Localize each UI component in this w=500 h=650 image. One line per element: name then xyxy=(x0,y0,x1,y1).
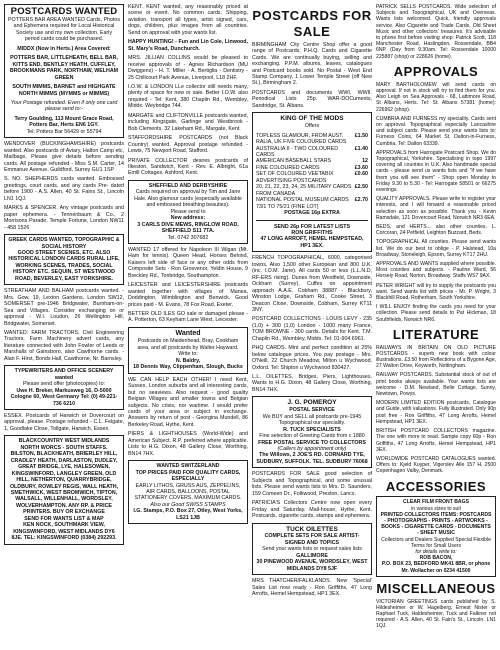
clearfilm-sub: in various sizes to suit xyxy=(411,505,461,512)
clearfilm-title: CLEAR FILM FRONT BAGS xyxy=(403,499,469,506)
clearfilm-list: PRINTED COLLECTORS ITEMS: POSTCARDS - PHOTOGRAPHS - PRINTS - ARTWORKS - BOOKS - CIGARETTE CARDS - DOCUMENTS - SHEET MUSIC xyxy=(380,511,492,537)
sheffield-please: Please send to xyxy=(170,208,206,215)
price-item: SET OF COLOURED VEETABIX ADVERTISING POSTCARDS xyxy=(256,171,334,184)
ll-oilettes-ad: L.L. OILETTES, Bridges, Piers, Lighthouses. Wants to H.G. Dixon, 48 Gallery Close, Worthing, BN14 7HX. xyxy=(252,374,372,393)
maidenhead-title: Wanted xyxy=(175,329,201,337)
sheffield-title: SHEFFIELD AND DERBYSHIRE xyxy=(148,182,228,189)
column-1 xyxy=(4,4,124,548)
switzerland-addr: I.G. Stamps, P.O. Box 27, Otley, West Yorks, LS21 1JB xyxy=(133,508,243,521)
tuck-addr: 30 PINEWOOD AVENUE, WORDSLEY, WEST MIDLANDS DY8 5JF xyxy=(256,559,368,572)
greek-sub: GOOD STREET SCENES, ETC. ALSO xyxy=(17,250,111,257)
clearfilm-addr: P.O. BOX 23, BEDFORD MK41 8BR, or phone Mr. Wollacher on 0234 41500 xyxy=(381,561,491,574)
blackcountry-addr: KEN NOCK, SOUTHMARK VIEW, KINGSWINFORD, WEST MIDLANDS DY6 8JE. TEL: KINGSWINFORD (0384) 292293. xyxy=(11,522,117,542)
quality-approvals-ad: QUALITY APPROVALS. Please write to register your interests, and I will forward a reasonable priced selection as soon as possible. Thank you - Kevin Ramsdale, 121 Dovercourt Road, Norwich NR3 6EA. xyxy=(376,196,496,221)
potters-barnet: SOUTH MIMMS, BARNET and HIGHGATE xyxy=(12,84,116,91)
postcards-for-sale-heading: POSTCARDS FOR SALE xyxy=(252,8,372,39)
maidenhead-name: N. Baldry, xyxy=(175,357,201,364)
blackcountry-title: BLACKCOUNTRY WEST MIDLANDS xyxy=(18,438,110,445)
potters-tel: Tel: Potters Bar 56429 or 55794 xyxy=(26,128,102,135)
pomeroy-callers: (Callers by appointment only) xyxy=(277,446,347,453)
patricia-ad: PATRICIA'S Collectors Centre now open every Friday and Saturday. Mall-house, Hythe, Kent. Postcards, cigarette cards, stamps and ephemera. xyxy=(252,500,372,520)
sheffield-ad xyxy=(128,180,248,244)
peter-wright-ad: PETER WRIGHT will try to supply the postcards you want. Send wants list with prices - Mr. P. Wright, 3 Blackhill Road, Rotherham, South Yorkshire. xyxy=(376,282,496,301)
price-value: £2.70 xyxy=(354,197,368,204)
switzerland-ad xyxy=(128,460,248,524)
king-title: KING OF THE MODS xyxy=(280,115,344,123)
king-addr: 47 LONG ARROFT, HEMEL HEMPSTEAD, HP1 3EX. xyxy=(260,236,364,249)
birmingham-ad: BIRMINGHAM City Centre Shop offer a good range of Postcards, P.H.Q. Cards and Cigarette Cards. We are continually buying, selling and exchanging. P.P.M. albums, leaves, catalogues and Postcard books sold. No Postal - West End Stamp Company, 1 Lower Temple Street (off New St.), Birmingham 2. xyxy=(252,41,372,87)
typewriters-body: Please send offer (photocopies) to: xyxy=(22,381,106,388)
miscellaneous-heading: MISCELLANEOUS xyxy=(376,580,496,596)
postcard-collections-ad: POSTCARD COLLECTIONS - LOUIS LEVY - 235 (1,0) + 300 (1,0) London - 1000 many France, TOM BROWNE - 300 cards. Details for Kent. T.M. Chaplin Rd., Wembley, Middx. Tel: 01-904 6961. xyxy=(252,316,372,342)
price-item: FINE COLOURED CARDS xyxy=(256,164,320,171)
price-value: £0.60 xyxy=(354,171,368,178)
staffordshire-ad: STAFFORDSHIRE POSTCARDS (not Black Country) wanted. Approval postage refunded - Lewis, 75 Newport Road, Stafford. xyxy=(128,135,248,155)
blackcountry-body: NORTH WORCS - SOUTH STAFFS. BILSTON, BLACKHEATH, BRIERLEY HILL, CRADLEY HEATH, DARLASTON, DUDLEY, GREAT BRIDGE, LYE, HALESOWEN, KINGSWINFORD, LANGLEY GREEN, OLD HILL, NETHERTON, QUARRYBRIDGE, OLDBURY, ROWLEY REGIS, WALL HEATH, SMETHWICK, WEST BROMWICH, TIPTON, WALSALL, WILLENHALL, WORDSLEY, WOLVERHAMPTON. ANY RP. & PRICE PRINTERS. BUY OR EXCHANGE xyxy=(9,444,119,516)
king-price-list xyxy=(256,133,368,210)
tuck-wants: Send your wants lists or request sales lists xyxy=(262,546,362,553)
railway-postcards-ad: RAILWAY POSTCARDS. Substantial stock of out of print books always available. Your wants lists are welcome - D.M. Newland, Belle Cottage, Sunny, Newtown, Powys. xyxy=(376,372,496,398)
greek-title: GREEK CARDS WANTED, TOPOGRAPHIC & SOCIAL HISTORY xyxy=(8,237,120,250)
postcards-documents-ad: POSTCARDS and documents WWI, WWII. Periodical Lists 25p. WAR-DOCuments, Sandridge, St. Albans. xyxy=(252,89,372,109)
king-of-mods-ad xyxy=(252,112,372,252)
potters-name: Terry Goulding, 113 Mount Grace Road, Potters Bar, Herts EN6 1GY. xyxy=(14,115,114,129)
mary-bartholomew-ad: MARY BARTHOLOMEW will send cards on approval. If not in stock will try to find them for you. Also Leigh on Sea Approvals - 68, Lattimore Road, St Albans, Herts. Tel: St. Albans 57381 (home): 226962 (shop). xyxy=(376,81,496,113)
pomeroy-list: Fine selection of Greeting Cards from c 1880 xyxy=(259,433,365,440)
switzerland-list: EARLY LITHOS, GRUSS AUS, ZEPPELINS, AIR CARDS, BALLOONS, POSTAL STATIONERY COVERS, MAXIMUM CARDS. xyxy=(134,482,242,502)
worldwide-catalogues-ad: WORLDWIDE POSTCARD CATALOGUES wanted. Offers to: Kjeld Kuyper, Vigerslev Alle 157 H, 2500 Copenhagen Valby, Denmark. xyxy=(376,455,496,475)
potters-bar-ad xyxy=(4,4,124,138)
phq-cards-ad: PHQ CARDS. Mint and perfect condition at 25% below catalogue prices. You pay postage - Mrs. O'Neill, 22 Church Meadow, Milton u Wychwood, Oxford. Tel: Shipton u Wychwood 830427. xyxy=(252,345,372,371)
clearfilm-name: ROB BACON, xyxy=(419,555,453,562)
wanted17-ad: WANTED 17 offered for Napoleon III Wigan (Mt. Ham for tennis). Queen Head, Horses Behind, Kaisers left side of face or any other odds from Composite Sets - Ron Grosvenor, Yeldin House, 9 Breckley Rd., Tonbridge, Southampton. xyxy=(128,246,248,279)
potters-north: NORTH MIMMS (MYMMS or MIMMS) xyxy=(18,90,110,97)
potters-areas: POTTERS BAR, LITTLEHEATH, BELL BAR, KITTS END, BENTLEY HEATH, CUFFLEY, BROOKMANS PARK, NORTHAW, WELHAM GREEN xyxy=(9,55,119,81)
private-collector-ad: PRIVATE COLLECTOR desires postcards of Ilkeston, Sandwich, Kent - Rev. E. Albright, 61a Emill Cottages, Ashford, Kent. xyxy=(128,157,248,177)
jillian-collins-ad: MRS. JILLIAN COLLINS would be pleased to receive approvals of - Agnes Richardson (MU Dwiggens) - H. T. Miller - A. Bertiglia - Dentistry - 25 Chillcourt Park Avenue, Liverpool, L18 2HF. xyxy=(128,55,248,81)
patrick-sells-ad: PATRICK SELLS POSTCARDS. Wide selection of Subjects and Topographical, UK and Overseas. Wants lists welcomed. Quick, friendly approvals service. Also Cigarette and Trade Cards, Old Sheet Music and other collectors' treasures. It's advisable to phone first before visiting shop: Patrick Scott, 118 Manchester Road, Haslingden, Rossendale, BB4 6NP. (Day from 9.30am. Tel: Rossendale 10000 225887 (shop) or 228626 (home). xyxy=(376,4,496,60)
potters-body: POTTERS BAR AREA WANTED Cards, Photos and Ephemera required for Local Historical Society use and my own collection. Early period cards could be purchased. xyxy=(8,16,120,43)
approvals-wants-ad: APPROVALS AND WANTS supplied where possible. Most counties and subjects. - Pauline Ward, 56 Horsely Road, Norton, Broadway, Staffs WS7 9AX. xyxy=(376,260,496,280)
approvals-heading: APPROVALS xyxy=(393,63,479,79)
price-row xyxy=(256,133,368,146)
pomeroy-body: We BUY and SELL all postcards pre-1945 Topographical our speciality. xyxy=(262,413,362,427)
tuck-name: GALLIMORE xyxy=(296,552,328,559)
price-value: £1.40 xyxy=(354,145,368,152)
kent-ad: KENT. KENT wanted, any reasonably priced at scene or event. No common cards. Shipping, aviation, transport all types, artist signed, cars, dogs, children, plus images from all countries. Send on approval with your wants list. xyxy=(128,4,248,36)
sheffield-body: Cards required on approval by Tim and Jane Hale. Also glamour cards (especially available and embossed breathing beauties). xyxy=(134,189,242,209)
british-collectors-ad: BRITISH POSTCARD COLLECTORS magazine. The one with more to read. Sample copy 60p - Ron Griffiths, 47 Long Arrofts, Hemel Hempstead, HP1 3EX. xyxy=(376,428,496,453)
king-postage: POSTAGE 16p EXTRA xyxy=(284,210,340,217)
switzerland-offer: Also our Good SWISS STAMPS xyxy=(150,501,226,508)
king-name: RON GRIFFITHS xyxy=(291,229,333,236)
postcards-for-sale-ad: POSTCARDS FOR SALE good selection of Subjects and Topographical, and some unusual lists. Please send wants lists to Mrs. D. Saunders, 159 Comeen Dr., Folkwood, Preston, Lancs. xyxy=(252,471,372,497)
price-row xyxy=(256,171,368,184)
maidenhead-addr: 18 Dennis Way, Clippenham, Slough, Bucks xyxy=(133,364,243,371)
price-value: 12 xyxy=(362,158,368,165)
sheffield-addr: 3 CARLS DIVE MEWS, RINGLOW ROAD, SHEFFIELD S11 7TA. xyxy=(137,221,239,235)
king-send: SEND 26p FOR LATEST LISTS xyxy=(273,223,351,230)
price-item: AUSTRALIA II - TWO COLOURED CARDS xyxy=(256,145,339,158)
potters-middx: MIDDX (Now in Herts.) Area Covered: xyxy=(17,45,111,52)
price-item: NATIONAL POSTAL MUSEUM CARDS 73/1 TO 75/21 (FINE LOT) xyxy=(256,197,349,210)
clearfilm-details: for details write to: xyxy=(415,549,457,555)
help-each-other-ad: WE CAN HELP EACH OTHER! I need Kent, Sussex, London suburbs and all interesting cards, but no seaviews. Also request - good quality Belgian Villages and smaller towns and Belgian subjects. No crisis, nor wartime. I would prefer cards of your area or subject in exchange. Answers by return of post - Georgina Mundell, 86 Berkeley Road, Hythe, Kent. xyxy=(128,376,248,428)
switzerland-sub: TOP PRICES PAID FOR QUALITY CARDS, ESPECIALLY xyxy=(135,469,241,483)
column-2 xyxy=(128,4,248,527)
price-row xyxy=(256,146,368,159)
pomeroy-sub: POSTAL SERVICE xyxy=(289,407,335,414)
better-old-ad: BETTER OLD ILES GO sale or damaged please - A. Potterton, 63 Keyham Lane West, Leicester. xyxy=(128,311,248,324)
king-sub: Offers xyxy=(304,123,320,130)
typewriters-title: TYPEWRITERS AND OFFICE SCENERY wanted xyxy=(14,368,114,381)
column-3 xyxy=(252,4,372,601)
price-item: TOPLESS GLAMOUR, FROM AUST. RALIA, UK FIVE COLOURED CARDS xyxy=(256,132,347,146)
price-value: £2.50 xyxy=(354,184,368,191)
price-row xyxy=(256,197,368,210)
essex-ad: ESSEX. Postcards of Harwich or Dovercourt on approval, please. Postage refunded - C.L. Felgate, 1, Goodlake Close, Tollgate, Harwich, Essex. xyxy=(4,412,124,432)
iow-london-ad: I.O.W. & LONDON LLe collector still needs many, plenty of space for new or sale. Better I.O.W. also required - Tel: Kent, 380 Chaplin Rd., Wembley, Middx. Weybridge 744. xyxy=(128,83,248,110)
clear-film-ad xyxy=(376,496,496,576)
greek-cards-ad xyxy=(4,234,124,285)
tuck-oilettes-ad xyxy=(252,523,372,576)
french-topo-ad: FRENCH TOPOGRAPHICAL, 6000, categorised towns, Also 1,500 other European and 800 U.K. (inc. I.O.M. Jane). All cards 50 or less (L.L.N.D, RF-ERS rising). Dunes from Westfield, Downside, Ockham (Surrey), Cuffes on appointment approach A.A.E. Cobham 38887 - Blackbury, Winston Lodge, Graham Rd., Cooke Street, 3 Deacon Close, Downside, Cobham, Surrey KT11 3NY. xyxy=(252,255,372,313)
pomeroy-free: FREE POSTAL SERVICE TO COLLECTORS xyxy=(258,439,366,446)
price-item: 20, 21, 22, 23, 24, 25 MILITARY CARDS FROM CANADA xyxy=(256,184,352,197)
accessories-heading: ACCESSORIES xyxy=(385,478,487,494)
i-will-ad: I WILL ENJOY finding the cards you need for your collection. Please send details to Pat Hickman, 18 Southfields, Norwich NR6. xyxy=(376,304,496,323)
maidenhead-ad xyxy=(128,327,248,374)
price-value: £1.50 xyxy=(354,132,368,139)
pomeroy-ad xyxy=(252,396,372,468)
sheffield-new: New address: xyxy=(170,215,206,222)
literature-heading: LITERATURE xyxy=(392,326,480,342)
farm-tractors-ad: WANTED: FARM TRACTORS, Civil Engineering Tractors, Farm Machinery advert cards, any literature connected with John Fowler of Leeds or Marshalls of Gainsboro, also Cawthorne cards. - Alan F. Hirst, Bonds Hall, Cawthorne, Nr. Barnsley. xyxy=(4,330,124,362)
tuck-sub: COMPLETE SETS FOR SALE ARTIST-SIGNED AND TOPICS xyxy=(264,533,360,546)
marks-spencer-ad: MARKS & SPENCER. Any vintage postcards and paper ephemera. - Tennenbaum & Co., 2 Morrisons Parade, Temple Fortune, London NW11 - 458 1526 xyxy=(4,205,124,231)
pomeroy-addr: The Willows, 2 JOE'S RD. CORNARD TYE, SUDBURY, SUFFOLK. TEL. SUDBURY 76068 xyxy=(256,452,368,465)
switzerland-title: WANTED SWITZERLAND xyxy=(156,463,220,470)
postcards-wanted-heading: POSTCARDS WANTED xyxy=(10,6,118,17)
modern-limited-ad: MODERN LIMITED EDITION postcards, Catalogue and Guide, with valuations. Fully illustrated. Only 90p post free - Ron Griffiths, 47 Long Arrofts, Hemel Hempstead, HP1 3EX. xyxy=(376,400,496,425)
tuck-title: TUCK OILETTES xyxy=(286,525,338,533)
blackcountry-send: SEND FOR WANTS LIST & MAP xyxy=(24,515,104,522)
price-value: £3.60 xyxy=(354,164,368,171)
clearfilm-dealers: Collectors and Dealers Supplied Special Flexible Terms for Small Users xyxy=(381,536,491,549)
shepherds-ad: S. NO. SHEPHERDS cards wanted. Embossed greetings, court cards, and any cards Pre- dated before 1900 - A.S. Allen, 40 St. Fains St., Lincoln LN1 1QJ. xyxy=(4,176,124,202)
typewriters-addr: Uwe H. Breker, Markusweg 16, D-5000 Cologne 60, West Germany Tel: (0) 49-221-736 6210 xyxy=(10,387,118,407)
victorian-greetings-ad: VICTORIAN GREETINGS cards published by S. Hildesheimer or W. Hagelberg, Ernest Nister or Raphael Tuck, Haldesheimer, Tuck and Falkner not required - A.S. Allen, 40 St. Fain's St., Lincoln. LN1 1QJ. xyxy=(376,598,496,630)
maidenhead-body: Postcards on Maidenhead, Bray, Cookham area, and all postcards by Walter Hayward. Write to: xyxy=(137,338,239,358)
greek-list: HISTORICAL LONDON CARDS RURAL LIFE, WORKING SCENES, TRADES, SOCIAL HISTORY ETC. SEQUIN, ST WESTWOOD ROAD, BEVERLEY, EAST YORKSHIRE. xyxy=(8,256,120,282)
thatcher-ad: MRS THATCHER/FALKLANDS. New 'Special' Sales List now ready - Ron Griffiths, 47 Long Arrofts, Hemel Hempstead, HP1 3EX. xyxy=(252,578,372,598)
pomeroy-name: R. TUCK SPECIALISTS xyxy=(283,426,341,433)
column-4 xyxy=(376,4,496,633)
typewriters-ad xyxy=(4,365,124,410)
potters-postage: Your Postage refunded. Even if only one card please send to:- xyxy=(10,99,118,113)
beds-herts-ad: BEDS, and HERTS... also other counties. L. Corcoran, 24 Petfield, Leighton Buzzard, Beds. xyxy=(376,223,496,237)
approvals-harrogate-ad: APPROVALS from Harrogate Postcard Shop. We do Topographical, Yorkshire. Specialising in topo 1997 covering all counties in U.K. Also handmade special cards - please send us wants lists and "if we have them you will see them" - Shop open Monday to Friday 9.30 to 5.30 - Tel: Harrogate 58501 or 66275 evenings. xyxy=(376,149,496,193)
leicester-ad: LEICESTER and LEICESTERSHIRE postcards wanted together with villages of Manea, Doddington, Wimblington and Benwick. Good prices paid - M. Evans, 78 Fox Road, Exeter. xyxy=(128,282,248,308)
cumbria-ad: CUMBRIA AND FURNESS my speciality. Cards sent on approval. Topographical especially Lancashire and subject cards. Please send your wants lists to: Furness Coins, 64 Market St. Dalton-in-Furness, Cumbria. Tel: Dalton 63339. xyxy=(376,115,496,147)
railways-ad: RAILWAYS IN BRITAIN ON OLD PICTURE POSTCARDS - superb new book with colour illustrations. £3.50 from Reflections of a Bygone Age, 27 Walton Drive, Keyworth, Nottingham. xyxy=(376,344,496,370)
pomeroy-title: J. G. POMEROY xyxy=(287,399,337,407)
margate-ad: MARGATE and CLIFTONVILLE postcards wanted, including Kingsgate, Garlinge and Westbrook - Bob Clements, 32 Lakeham Rd., Margate, Kent. xyxy=(128,112,248,132)
sheffield-tel: Tel. 0742 307682 xyxy=(167,234,209,241)
happy-hunting-ad: HAPPY HUNTING! - Fun and Lin Cole, Linwood, St. Mary's Road, Dunchurch. xyxy=(128,39,248,52)
wendover-ad: WENDOVER (BUCKINGHAMSHIRE) postcards wanted. Also postcards of Aviary, Halton Camp etc, Mailbags, Please give details before sending cards. All postage refunded - Miss S.M. Carter, 14 Emmanue Avenue, Guildford, Surrey GU1 1SP xyxy=(4,141,124,174)
piers-lighthouses-ad: PIERS & LIGHTHOUSES (World-Wide) and American Subject. R.P. preferred where applicable. Lists to H.G. Dixon, 48 Gallery Close, Worthing, BN14 7HX. xyxy=(128,431,248,457)
blackcountry-ad xyxy=(4,435,124,544)
topographical-ad: TOPOGRAPHICAL All counties. Please send wants list. We do our best to oblige - P. Halstead, 10a Broadway, Stoneleigh, Epsom, Surrey KT17 2HU. xyxy=(376,239,496,258)
price-item: AMERICAN BASEBALL STARS xyxy=(256,158,332,165)
streatham-ad: STREATHAM AND BALHAM postcards wanted. - Mrs. Gow, 19, Lexton Gardens, London SW12, SOMERSET pre-1946 Bridgwater, Burnham-on-Sea and Villages. Consider exchanging on or approval - W.I. Loudon, 26 Wellington Hill, Bridgwater, Somerset. xyxy=(4,288,124,327)
price-row xyxy=(256,184,368,197)
